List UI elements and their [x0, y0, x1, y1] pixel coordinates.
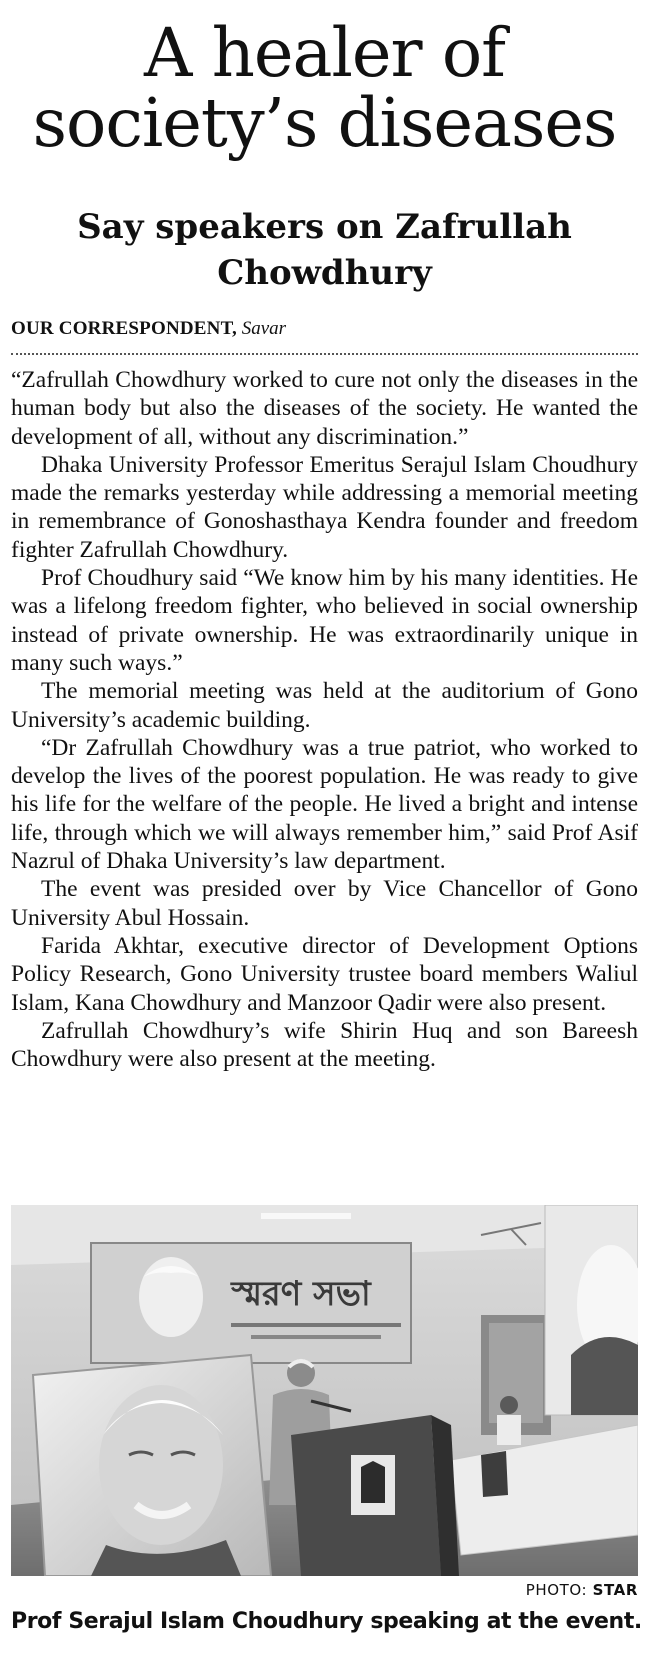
seated-person-body	[497, 1415, 521, 1445]
paragraph: The event was presided over by Vice Chancellor of Gono University Abul Hossain.	[11, 876, 638, 931]
subheadline	[0, 204, 649, 296]
banner-text-line	[231, 1323, 401, 1327]
banner-title: স্মরণ সভা	[231, 1274, 371, 1314]
headline	[0, 14, 649, 162]
photo-credit-source: STAR	[592, 1581, 638, 1599]
subheadline-line-2: Chowdhury	[217, 253, 432, 293]
paragraph: “Zafrullah Chowdhury worked to cure not only the diseases in the human body but also the diseases of the society. He wanted the development of all, without any discrimination.”	[11, 367, 638, 450]
byline-location: Savar	[241, 318, 287, 339]
photo-caption: Prof Serajul Islam Choudhury speaking at the event.	[11, 1609, 642, 1634]
paragraph: “Dr Zafrullah Chowdhury was a true patriot, who worked to develop the lives of the poorest population. He was ready to give his life for the welfare of the people. He lived a bright and intense life, through which we will always remember him,” said Prof Asif Nazrul of Dhaka University’s law department.	[11, 734, 638, 875]
ceiling-light	[261, 1213, 351, 1219]
photo-credit-label: PHOTO:	[525, 1581, 588, 1599]
byline-correspondent: OUR CORRESPONDENT,	[11, 318, 237, 339]
paragraph: Dhaka University Professor Emeritus Serajul Islam Choudhury made the remarks yesterday while addressing a memorial meeting in remembrance of Gonoshasthaya Kendra founder and freedom fighter Zafrullah Chowdhury.	[11, 451, 638, 563]
photo-credit	[526, 1581, 638, 1599]
paragraph: Farida Akhtar, executive director of Development Options Policy Research, Gono University trustee board members Waliul Islam, Kana Chowdhury and Manzoor Qadir were also present.	[11, 932, 638, 1016]
paragraph: Prof Choudhury said “We know him by his many identities. He was a lifelong freedom fighter, who believed in social ownership instead of private ownership. He was extraordinarily unique in many such ways.”	[11, 565, 638, 676]
event-photo-illustration	[11, 1205, 638, 1576]
headline-line-1: A healer of	[144, 14, 505, 92]
portrait-face	[99, 1385, 223, 1545]
chair	[481, 1451, 508, 1497]
paragraph: Zafrullah Chowdhury’s wife Shirin Huq and son Bareesh Chowdhury were also present at the meeting.	[11, 1017, 638, 1073]
byline	[11, 318, 286, 340]
subheadline-line-1: Say speakers on Zafrullah	[77, 207, 572, 247]
banner-text-line	[251, 1335, 381, 1339]
paragraph: The memorial meeting was held at the auditorium of Gono University’s academic building.	[11, 678, 638, 733]
headline-line-2: society’s diseases	[32, 84, 617, 162]
seated-person-head	[500, 1396, 518, 1414]
event-photo	[11, 1205, 638, 1576]
dotted-divider	[11, 353, 638, 355]
projected-portrait-shadow	[571, 1337, 638, 1415]
article-body	[11, 366, 638, 1073]
podium-emblem-shield	[361, 1461, 385, 1503]
